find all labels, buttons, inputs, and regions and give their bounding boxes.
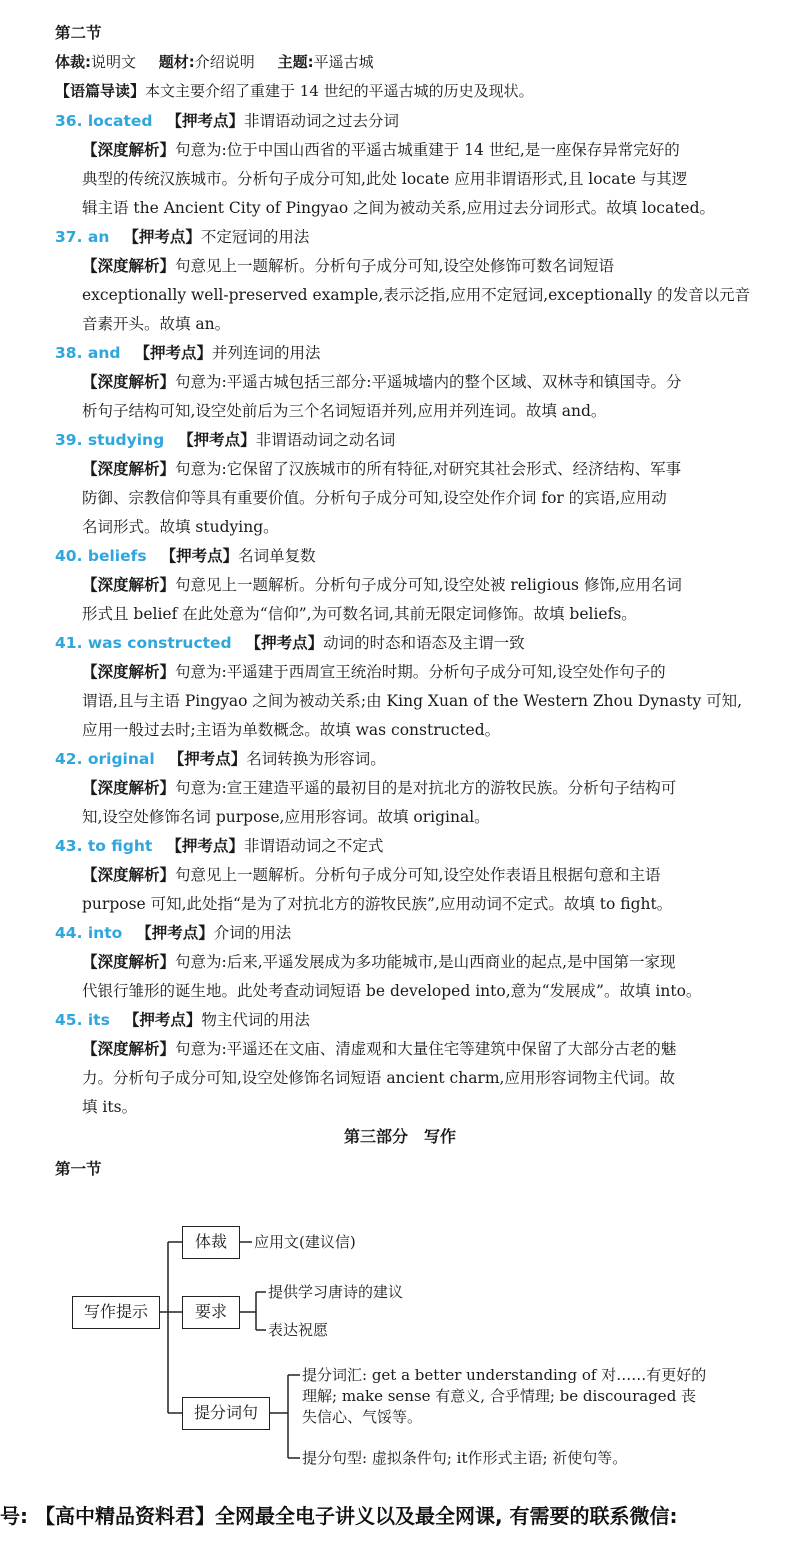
answer: 37. an	[55, 228, 110, 246]
kp-label: 【押考点】	[134, 344, 212, 362]
question-40-line-1	[82, 574, 682, 596]
kp-label: 【押考点】	[123, 228, 201, 246]
answer: 45. its	[55, 1011, 110, 1029]
kp-text: 物主代词的用法	[201, 1011, 310, 1029]
kp-text: 非谓语动词之动名词	[255, 431, 396, 449]
section-meta	[55, 51, 374, 73]
question-45-head	[55, 1009, 310, 1031]
guide-text: 本文主要介绍了重建于 14 世纪的平遥古城的历史及现状。	[145, 82, 534, 100]
question-37-line-3: 音素开头。故填 an。	[82, 315, 231, 333]
question-42-line-2: 知,设空处修饰名词 purpose,应用形容词。故填 original。	[82, 808, 490, 826]
question-39-line-2: 防御、宗教信仰等具有重要价值。分析句子成分可知,设空处作介词 for 的宾语,应用动	[82, 489, 667, 507]
analysis-label: 【深度解析】	[82, 373, 176, 391]
question-40-line-2: 形式且 belief 在此处意为“信仰”,为可数名词,其前无限定词修饰。故填 beliefs。	[82, 605, 637, 623]
analysis-text: 句意为:平遥建于西周宣王统治时期。分析句子成分可知,设空处作句子的	[175, 663, 666, 681]
analysis-text: 句意见上一题解析。分析句子成分可知,设空处作表语且根据句意和主语	[175, 866, 661, 884]
sentence-pattern-line: 提分句型: 虚拟条件句; it作形式主语; 祈使句等。	[302, 1449, 628, 1467]
analysis-text: 句意见上一题解析。分析句子成分可知,设空处被 religious 修饰,应用名词	[175, 576, 682, 594]
vocab-line-1: 提分词汇: get a better understanding of 对……有更好的	[302, 1366, 707, 1384]
analysis-label: 【深度解析】	[82, 953, 176, 971]
question-40-head	[55, 545, 316, 567]
question-45-line-1	[82, 1038, 676, 1060]
answer: 41. was constructed	[55, 634, 232, 652]
question-41-head	[55, 632, 525, 654]
theme-value: 平遥古城	[313, 53, 374, 71]
analysis-text: 句意为:宣王建造平遥的最初目的是对抗北方的游牧民族。分析句子结构可	[175, 779, 677, 797]
question-38-head	[55, 342, 320, 364]
section-title: 第二节	[55, 24, 102, 42]
analysis-text: 句意为:平遥古城包括三部分:平遥城墙内的整个区域、双林寺和镇国寺。分	[175, 373, 682, 391]
theme-label: 主题:	[277, 53, 314, 71]
kp-label: 【押考点】	[168, 750, 247, 768]
question-39-head	[55, 429, 395, 451]
question-45-line-3: 填 its。	[82, 1098, 138, 1116]
vocab-line-3: 失信心、气馁等。	[302, 1408, 423, 1426]
question-37-line-1	[82, 255, 614, 277]
genre-label: 体裁:	[55, 53, 91, 71]
question-36-line-3: 辑主语 the Ancient City of Pingyao 之间为被动关系,应用过去分词形式。故填 located。	[82, 199, 716, 217]
requirement-item-2: 表达祝愿	[268, 1321, 329, 1339]
analysis-label: 【深度解析】	[82, 576, 176, 594]
question-37-line-2: exceptionally well-preserved example,表示泛指,应用不定冠词,exceptionally 的发音以元音	[82, 286, 751, 304]
question-42-line-1	[82, 777, 676, 799]
analysis-label: 【深度解析】	[82, 866, 176, 884]
kp-label: 【押考点】	[178, 431, 256, 449]
kp-text: 非谓语动词之不定式	[243, 837, 384, 855]
genre-text: 应用文(建议信)	[254, 1233, 356, 1251]
analysis-label: 【深度解析】	[82, 141, 176, 159]
question-37-head	[55, 226, 309, 248]
question-43-line-1	[82, 864, 660, 886]
question-36-line-1	[82, 139, 680, 161]
kp-text: 名词单复数	[238, 547, 316, 565]
analysis-label: 【深度解析】	[82, 663, 176, 681]
question-42-head	[55, 748, 386, 770]
analysis-label: 【深度解析】	[82, 257, 176, 275]
score-box: 提分词句	[182, 1397, 270, 1430]
kp-text: 不定冠词的用法	[200, 228, 310, 246]
part3-section-title: 第一节	[55, 1160, 102, 1178]
kp-text: 介词的用法	[213, 924, 292, 942]
kp-label: 【押考点】	[136, 924, 214, 942]
question-43-head	[55, 835, 383, 857]
question-44-line-1	[82, 951, 676, 973]
root-box: 写作提示	[72, 1296, 160, 1329]
question-45-line-2: 力。分析句子成分可知,设空处修饰名词短语 ancient charm,应用形容词物主代词。故	[82, 1069, 675, 1087]
requirement-box: 要求	[182, 1296, 240, 1329]
answer: 39. studying	[55, 431, 165, 449]
reading-guide	[55, 80, 534, 102]
question-39-line-3: 名词形式。故填 studying。	[82, 518, 279, 536]
question-36-head	[55, 110, 399, 132]
answer: 36. located	[55, 112, 153, 130]
question-38-line-2: 析句子结构可知,设空处前后为三个名词短语并列,应用并列连词。故填 and。	[82, 402, 607, 420]
question-44-head	[55, 922, 291, 944]
analysis-text: 句意为:位于中国山西省的平遥古城重建于 14 世纪,是一座保存异常完好的	[175, 141, 680, 159]
footer-banner: 号: 【高中精品资料君】全网最全电子讲义以及最全网课, 有需要的联系微信:	[0, 1504, 678, 1528]
question-44-line-2: 代银行雏形的诞生地。此处考查动词短语 be developed into,意为“发展成”。故填 into。	[82, 982, 702, 1000]
analysis-text: 句意为:后来,平遥发展成为多功能城市,是山西商业的起点,是中国第一家现	[175, 953, 676, 971]
question-41-line-3: 应用一般过去时;主语为单数概念。故填 was constructed。	[82, 721, 501, 739]
question-41-line-1	[82, 661, 666, 683]
question-38-line-1	[82, 371, 681, 393]
kp-text: 动词的时态和语态及主谓一致	[323, 634, 525, 652]
answer: 40. beliefs	[55, 547, 147, 565]
material-label: 题材:	[158, 53, 195, 71]
analysis-label: 【深度解析】	[82, 1040, 176, 1058]
requirement-item-1: 提供学习唐诗的建议	[268, 1283, 404, 1301]
kp-label: 【押考点】	[166, 112, 244, 130]
vocab-line-2: 理解; make sense 有意义, 合乎情理; be discouraged 丧	[302, 1387, 697, 1405]
writing-tips-diagram	[0, 1220, 800, 1470]
part3-title: 第三部分 写作	[343, 1127, 456, 1146]
diagram-connectors	[0, 1220, 800, 1470]
analysis-text: 句意为:平遥还在文庙、清虚观和大量住宅等建筑中保留了大部分古老的魅	[175, 1040, 677, 1058]
genre-value: 说明文	[91, 53, 137, 71]
kp-text: 非谓语动词之过去分词	[244, 112, 400, 130]
kp-text: 名词转换为形容词。	[246, 750, 386, 768]
answer: 44. into	[55, 924, 123, 942]
analysis-text: 句意见上一题解析。分析句子成分可知,设空处修饰可数名词短语	[175, 257, 614, 275]
answer: 38. and	[55, 344, 121, 362]
kp-label: 【押考点】	[160, 547, 239, 565]
kp-label: 【押考点】	[123, 1011, 202, 1029]
question-43-line-2: purpose 可知,此处指“是为了对抗北方的游牧民族”,应用动词不定式。故填 to fight。	[82, 895, 673, 913]
question-36-line-2: 典型的传统汉族城市。分析句子成分可知,此处 locate 应用非谓语形式,且 locate 与其逻	[82, 170, 688, 188]
kp-label: 【押考点】	[245, 634, 324, 652]
material-value: 介绍说明	[194, 53, 255, 71]
kp-text: 并列连词的用法	[211, 344, 321, 362]
genre-box: 体裁	[182, 1226, 240, 1259]
analysis-text: 句意为:它保留了汉族城市的所有特征,对研究其社会形式、经济结构、军事	[175, 460, 682, 478]
guide-label: 【语篇导读】	[55, 82, 146, 100]
kp-label: 【押考点】	[166, 837, 244, 855]
question-41-line-2: 谓语,且与主语 Pingyao 之间为被动关系;由 King Xuan of the Western Zhou Dynasty 可知,	[82, 692, 743, 710]
question-39-line-1	[82, 458, 681, 480]
analysis-label: 【深度解析】	[82, 779, 176, 797]
answer: 42. original	[55, 750, 155, 768]
analysis-label: 【深度解析】	[82, 460, 176, 478]
answer: 43. to fight	[55, 837, 153, 855]
